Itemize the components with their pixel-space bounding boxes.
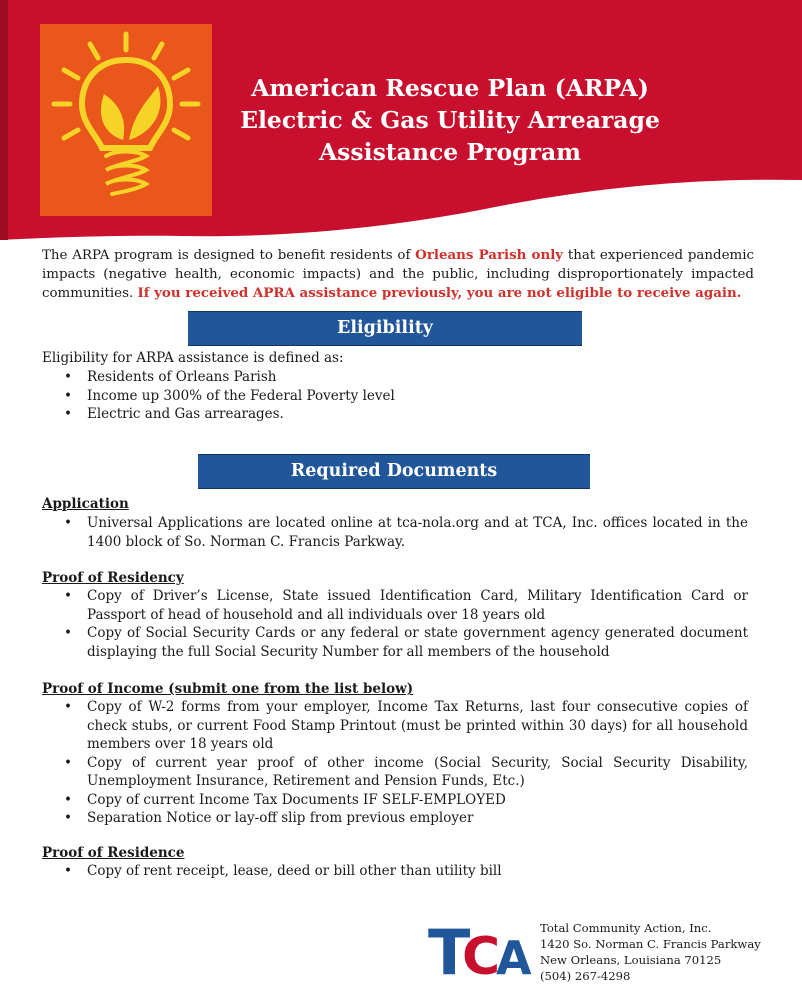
list-item: • Universal Applications are located online at tca-nola.org and at TCA, Inc. offices located in the 1400 block of So. Norman C. Francis Parkway. (64, 515, 748, 550)
list-item: • Copy of rent receipt, lease, deed or bill other than utility bill (64, 863, 502, 879)
bullet-icon: • (64, 406, 72, 422)
proof-of-residence-heading: Proof of Residence (42, 845, 185, 861)
proof-of-income-heading: Proof of Income (submit one from the list below) (42, 681, 414, 697)
eligibility-intro: Eligibility for ARPA assistance is defined as: (42, 350, 344, 366)
tca-logo (428, 916, 532, 989)
application-heading: Application (42, 496, 129, 512)
title-line-1: American Rescue Plan (ARPA) (251, 74, 649, 102)
bullet-icon: • (64, 791, 72, 808)
title-line-3: Assistance Program (318, 138, 582, 166)
title-line-2: Electric & Gas Utility Arrearage (240, 106, 660, 134)
intro-text-2: that experienced pandemic impacts (negative health, economic impacts) and the public, including disproportionately impacted communities. (42, 248, 755, 301)
bullet-icon: • (64, 625, 72, 641)
proof-of-income-list (42, 698, 748, 828)
org-city: New Orleans, Louisiana 70125 (540, 953, 722, 967)
logo-square (40, 24, 212, 216)
intro-highlight-warning: If you received APRA assistance previously, you are not eligible to receive again. (137, 285, 742, 301)
proof-of-residency-heading: Proof of Residency (42, 570, 184, 586)
bullet-icon: • (64, 588, 72, 604)
bullet-icon: • (64, 754, 72, 771)
org-name: Total Community Action, Inc. (540, 921, 712, 935)
list-item: • Copy of current year proof of other income (Social Security, Social Security Disability, Unemployment Insurance, Retirement and Pension Funds, Etc.) (64, 754, 748, 789)
intro-text-1: The ARPA program is designed to benefit residents of (42, 248, 416, 263)
bullet-icon: • (64, 810, 72, 826)
org-street: 1420 So. Norman C. Francis Parkway (540, 937, 761, 951)
proof-of-residency-list (42, 587, 748, 661)
list-item: • Copy of Social Security Cards or any federal or state government agency generated document displaying the full Social Security Number for all members of the household (64, 625, 748, 660)
intro-highlight-orleans: Orleans Parish only (415, 247, 564, 263)
list-item: • Income up 300% of the Federal Poverty level (64, 387, 395, 404)
list-item: • Separation Notice or lay-off slip from previous employer (64, 810, 474, 826)
svg-text:T: T (428, 916, 471, 989)
list-item: • Residents of Orleans Parish (64, 369, 277, 385)
bullet-icon: • (64, 369, 72, 385)
eligibility-heading-bar: Eligibility (188, 311, 582, 346)
intro-paragraph (42, 246, 754, 304)
bullet-icon: • (64, 863, 72, 879)
svg-text:C: C (462, 927, 501, 987)
bullet-icon: • (64, 699, 72, 715)
proof-of-residence-list (42, 862, 748, 881)
bullet-icon: • (64, 515, 72, 531)
list-item: • Copy of Driver’s License, State issued Identification Card, Military Identification Card or Passport of head of household and all individuals over 18 years old (64, 588, 748, 623)
eligibility-list (42, 368, 748, 424)
bullet-icon: • (64, 387, 72, 404)
list-item: • Copy of current Income Tax Documents IF SELF-EMPLOYED (64, 791, 506, 808)
required-documents-heading-bar: Required Documents (198, 454, 590, 489)
org-phone: (504) 267-4298 (540, 969, 631, 983)
list-item: • Copy of W-2 forms from your employer, Income Tax Returns, last four consecutive copies of check stubs, or current Food Stamp Printout (must be printed within 30 days) for all household members over 18 years old (64, 699, 748, 752)
application-list (42, 514, 748, 551)
list-item: • Electric and Gas arrearages. (64, 406, 284, 422)
svg-text:A: A (496, 931, 532, 985)
